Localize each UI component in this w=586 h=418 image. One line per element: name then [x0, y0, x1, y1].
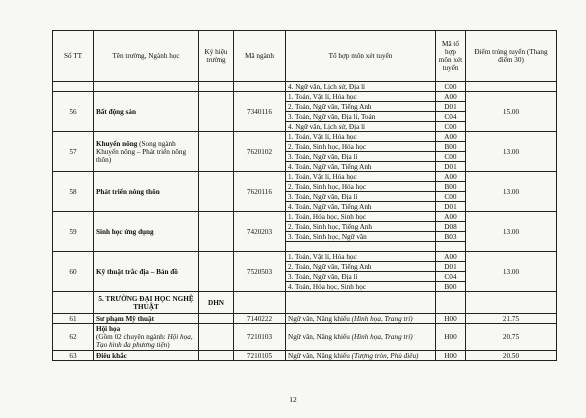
combo-code-cell: D01	[436, 202, 466, 212]
combo-cell: 1. Toán, Vật lí, Hóa học	[286, 172, 436, 182]
combo-cell	[286, 242, 436, 252]
combo-code-cell: H00	[436, 314, 466, 324]
score-cell: 15.00	[466, 92, 557, 132]
major-name-cell: Hội họa (Gồm 02 chuyên ngành: Hội họa, Tạo hình đa phương tiện)	[94, 324, 199, 351]
table-row	[53, 92, 557, 102]
combo-code-cell: A00	[436, 252, 466, 262]
section-row	[53, 292, 557, 314]
combo-cell: 1. Toán, Vật lí, Hóa học	[286, 92, 436, 102]
score-cell: 21.75	[466, 314, 557, 324]
header-truong-nganh: Tên trường, Ngành học	[94, 31, 199, 82]
combo-cell: 4. Ngữ văn, Lịch sử, Địa lí	[286, 82, 436, 92]
major-name-cell: Bất động sản	[94, 92, 199, 132]
major-code-cell: 7420203	[234, 212, 286, 252]
combo-cell: 2. Toán, Ngữ văn, Tiếng Anh	[286, 262, 436, 272]
major-name-cell: Sinh học ứng dụng	[94, 212, 199, 252]
combo-cell: Ngữ văn, Năng khiếu (Tượng tròn, Phù điêu)	[286, 351, 436, 361]
stt-cell: 56	[53, 92, 94, 132]
combo-code-cell: C04	[436, 272, 466, 282]
combo-code-cell: D01	[436, 162, 466, 172]
combo-code-cell: C00	[436, 152, 466, 162]
table-row	[53, 324, 557, 351]
combo-cell: 3. Toán, Sinh học, Ngữ văn	[286, 232, 436, 242]
score-cell: 20.50	[466, 351, 557, 361]
combo-code-cell: A00	[436, 132, 466, 142]
combo-code-cell: C00	[436, 82, 466, 92]
table-row	[53, 172, 557, 182]
major-name-cell: Điêu khắc	[94, 351, 199, 361]
combo-cell: 1. Toán, Vật lí, Hóa học	[286, 252, 436, 262]
header-to-hop: Tổ hợp môn xét tuyển	[286, 31, 436, 82]
combo-cell: 3. Toán, Ngữ văn, Địa lí, Toán	[286, 112, 436, 122]
combo-cell: 3. Toán, Ngữ văn, Địa lí	[286, 192, 436, 202]
score-cell: 20.75	[466, 324, 557, 351]
combo-cell: 1. Toán, Hóa học, Sinh học	[286, 212, 436, 222]
section-code: DHN	[199, 292, 234, 314]
combo-code-cell: A00	[436, 172, 466, 182]
combo-code-cell: A00	[436, 92, 466, 102]
combo-code-cell: D08	[436, 222, 466, 232]
combo-code-cell: C00	[436, 122, 466, 132]
combo-code-cell: D01	[436, 262, 466, 272]
combo-cell: 2. Toán, Sinh học, Tiếng Anh	[286, 222, 436, 232]
combo-code-cell: B00	[436, 182, 466, 192]
stt-cell: 61	[53, 314, 94, 324]
combo-code-cell: C00	[436, 192, 466, 202]
header-ky-hieu: Ký hiệu trường	[199, 31, 234, 82]
stt-cell: 60	[53, 252, 94, 292]
major-name-cell: Sư phạm Mỹ thuật	[94, 314, 199, 324]
table-row	[53, 252, 557, 262]
table-row	[53, 82, 557, 92]
stt-cell: 63	[53, 351, 94, 361]
combo-cell: 2. Toán, Ngữ văn, Tiếng Anh	[286, 102, 436, 112]
combo-code-cell: H00	[436, 324, 466, 351]
major-code-cell: 7620116	[234, 172, 286, 212]
score-cell: 13.00	[466, 132, 557, 172]
stt-cell: 59	[53, 212, 94, 252]
header-diem: Điểm trúng tuyển (Thang điểm 30)	[466, 31, 557, 82]
score-cell: 13.00	[466, 252, 557, 292]
major-code-cell: 7520503	[234, 252, 286, 292]
header-ma-nganh: Mã ngành	[234, 31, 286, 82]
score-cell: 13.00	[466, 172, 557, 212]
major-code-cell: 7140222	[234, 314, 286, 324]
major-code-cell: 7620102	[234, 132, 286, 172]
combo-cell: 3. Toán, Ngữ văn, Địa lí	[286, 272, 436, 282]
combo-cell: Ngữ văn, Năng khiếu (Hình họa, Trang trí)	[286, 314, 436, 324]
header-row	[53, 31, 557, 82]
combo-code-cell: C04	[436, 112, 466, 122]
stt-cell: 58	[53, 172, 94, 212]
score-cell: 13.00	[466, 212, 557, 252]
combo-code-cell: B03	[436, 232, 466, 242]
combo-code-cell: A00	[436, 212, 466, 222]
major-code-cell: 7340116	[234, 92, 286, 132]
combo-code-cell: H00	[436, 351, 466, 361]
stt-cell: 62	[53, 324, 94, 351]
combo-cell: 4. Ngữ văn, Lịch sử, Địa lí	[286, 122, 436, 132]
major-name-cell: Kỹ thuật trắc địa – Bản đồ	[94, 252, 199, 292]
table-row	[53, 351, 557, 361]
stt-cell: 57	[53, 132, 94, 172]
combo-cell: 2. Toán, Sinh học, Hóa học	[286, 182, 436, 192]
combo-code-cell	[436, 242, 466, 252]
combo-cell: 3. Toán, Ngữ văn, Địa lí	[286, 152, 436, 162]
admission-table	[52, 30, 557, 361]
combo-cell: 2. Toán, Sinh học, Hóa học	[286, 142, 436, 152]
combo-cell: 4. Toán, Hóa học, Sinh học	[286, 282, 436, 292]
combo-code-cell: B00	[436, 142, 466, 152]
combo-cell: 4. Toán, Ngữ văn, Tiếng Anh	[286, 162, 436, 172]
header-stt: Số TT	[53, 31, 94, 82]
table-row	[53, 314, 557, 324]
combo-cell: 1. Toán, Vật lí, Hóa học	[286, 132, 436, 142]
table-row	[53, 212, 557, 222]
major-name-cell: Khuyến nông (Song ngành Khuyến nông – Phát triển nông thôn)	[94, 132, 199, 172]
combo-cell: Ngữ văn, Năng khiếu (Hình họa, Trang trí)	[286, 324, 436, 351]
section-name: 5. TRƯỜNG ĐẠI HỌC NGHỆ THUẬT	[94, 292, 199, 314]
major-code-cell: 7210103	[234, 324, 286, 351]
combo-cell: 4. Toán, Ngữ văn, Tiếng Anh	[286, 202, 436, 212]
combo-code-cell: D01	[436, 102, 466, 112]
page-number: 12	[289, 395, 297, 404]
table-row	[53, 132, 557, 142]
major-name-cell: Phát triển nông thôn	[94, 172, 199, 212]
header-ma-to-hop: Mã tổ hợp môn xét tuyển	[436, 31, 466, 82]
combo-code-cell: B00	[436, 282, 466, 292]
major-code-cell: 7210105	[234, 351, 286, 361]
